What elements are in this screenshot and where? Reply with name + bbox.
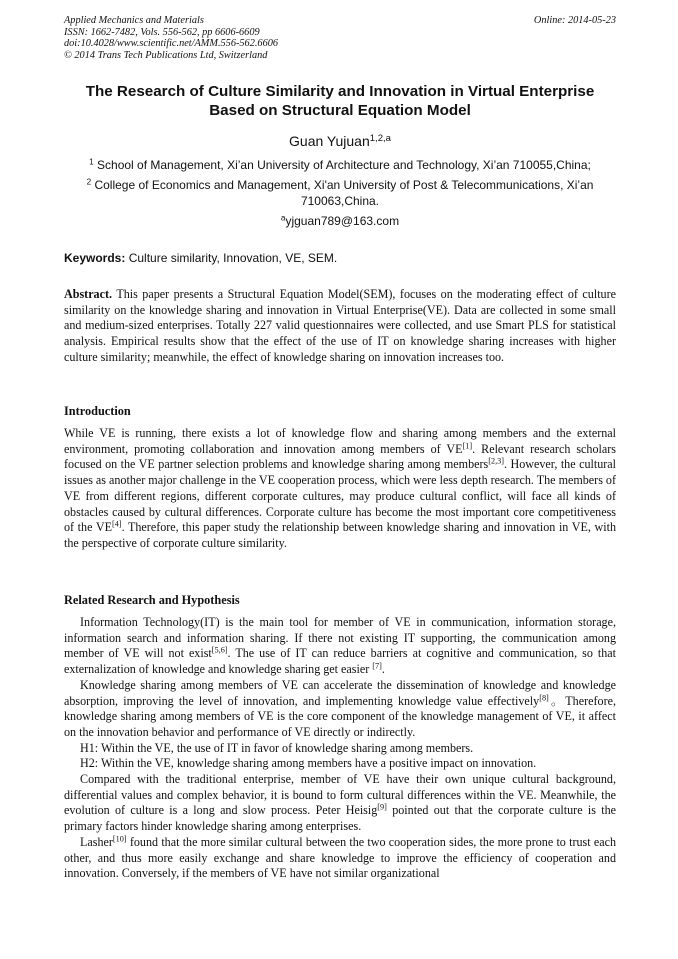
email-address: yjguan789@163.com xyxy=(285,214,400,228)
intro-text-1: While VE is running, there exists a lot of knowledge flow and sharing among members and the external environment, promoting collaboration and innovation among members of VE xyxy=(64,426,616,456)
keywords xyxy=(64,251,616,266)
section-heading-introduction: Introduction xyxy=(64,404,131,418)
affiliation-1-text: School of Management, Xi’an University of Architecture and Technology, Xi’an 710055,China; xyxy=(97,158,591,172)
citation: [5,6] xyxy=(211,645,228,655)
title-line-1: The Research of Culture Similarity and Innovation in Virtual Enterprise xyxy=(85,83,595,100)
paragraph-text: found that the more similar cultural between the two cooperation sides, the more prone to trust each other, and thus more easily exchange and share knowledge to improve the efficiency of cooperation and innovation. Conversely, if the members of VE have not similar organizational xyxy=(64,834,616,881)
paragraph-text: Lasher xyxy=(80,834,113,849)
abstract-label: Abstract. xyxy=(64,287,113,301)
intro-text-2: . Relevant research scholars focused on the VE partner selection problems and knowledge sharing among members xyxy=(64,441,616,472)
keywords-label: Keywords: xyxy=(64,251,126,265)
affiliation-2 xyxy=(70,178,610,209)
author-name: Guan Yujuan xyxy=(289,133,370,149)
related-paragraph-2 xyxy=(64,678,616,741)
hypothesis-h1: H1: Within the VE, the use of IT in favor of knowledge sharing among members. xyxy=(80,740,474,755)
doi-line: doi:10.4028/www.scientific.net/AMM.556-562.6606 xyxy=(64,38,279,50)
related-paragraph-3 xyxy=(64,772,616,835)
author-email xyxy=(70,214,610,230)
related-paragraph-1 xyxy=(64,615,616,678)
paragraph-text: Knowledge sharing among members of VE can accelerate the dissemination of knowledge and knowledge absorption, improving the level of innovation, and implementing knowledge value effectively xyxy=(64,677,616,708)
affiliation-1-number: 1 xyxy=(89,157,94,167)
intro-text-4: . Therefore, this paper study the relationship between knowledge sharing and innovation in VE, with the perspective of corporate culture similarity. xyxy=(64,520,616,550)
citation: [1] xyxy=(462,441,473,451)
paragraph-text: pointed out that the corporate culture is the primary factors hinder knowledge sharing among enterprises. xyxy=(64,803,617,834)
citation: [10] xyxy=(112,834,127,844)
journal-name: Applied Mechanics and Materials xyxy=(64,15,204,26)
abstract xyxy=(64,287,616,366)
citation: [7] xyxy=(372,661,382,671)
paper-title xyxy=(64,82,616,120)
author-affiliation-marks: 1,2,a xyxy=(369,132,391,144)
title-line-2: Based on Structural Equation Model xyxy=(209,102,471,119)
paragraph-text: 。Therefore, knowledge sharing among members of VE is the core component of the knowledge management of VE, it affect on the innovation behavior and performance of VE directly or indirectly. xyxy=(64,693,616,739)
affiliation-2-number: 2 xyxy=(86,177,92,187)
paragraph-text: Information Technology(IT) is the main tool for member of VE in communication, information storage, information search and information sharing. If there not existing IT supporting, the communication among member of VE will not exist xyxy=(64,615,616,661)
paragraph-text: . xyxy=(381,662,385,677)
affiliation-1 xyxy=(70,158,610,174)
citation: [2,3] xyxy=(488,456,504,466)
paragraph-text: . The use of IT can reduce barriers at cognitive and communication, so that externalization of knowledge and knowledge sharing get easier xyxy=(64,646,617,677)
affiliation-2-text: College of Economics and Management, Xi'an University of Post & Telecommunications, Xi’an 710063,China. xyxy=(94,178,594,208)
issn-line: ISSN: 1662-7482, Vols. 556-562, pp 6606-6609 xyxy=(64,26,260,38)
author-line xyxy=(64,132,616,150)
citation: [8] xyxy=(539,693,549,702)
abstract-text: This paper presents a Structural Equation Model(SEM), focuses on the moderating effect of culture similarity on the knowledge sharing and innovation in Virtual Enterprise(VE). Data are collected in some small and medium-sized enterprises. Totally 227 valid questionnaires were collected, and use Smart PLS for statistical analysis. Empirical results show that the effect of the use of IT on knowledge sharing increases with higher culture similarity; meanwhile, the effect of knowledge sharing on innovation increases too. xyxy=(64,287,617,364)
related-research-section xyxy=(64,615,616,882)
keywords-text: Culture similarity, Innovation, VE, SEM. xyxy=(128,251,338,265)
related-paragraph-4 xyxy=(64,835,616,882)
copyright-line: © 2014 Trans Tech Publications Ltd, Switzerland xyxy=(64,49,268,61)
intro-text-3: . However, the cultural issues as another major challenge in the VE cooperation process, which were less depth research. The members of VE from different regions, different corporate cultures, may produce cultural conflict, will face all kinds of obstacles caused by cultural differences. Corporate culture has become the most important core competitiveness of the VE xyxy=(64,457,617,535)
email-mark: a xyxy=(280,213,286,223)
citation: [4] xyxy=(111,519,122,529)
citation: [9] xyxy=(377,802,387,812)
paragraph-text: Compared with the traditional enterprise, member of VE have their own unique cultural background, differential values and complex behavior, it is bound to form cultural differences within the VE. Meanwhile, the evolution of culture is a long and slow process. Peter Heisig xyxy=(64,772,616,818)
hypothesis-h2: H2: Within the VE, knowledge sharing among members have a positive impact on innovation. xyxy=(80,756,537,771)
journal-header xyxy=(64,15,616,61)
section-heading-related-research: Related Research and Hypothesis xyxy=(64,593,240,607)
online-date: Online: 2014-05-23 xyxy=(533,15,616,26)
introduction-paragraph xyxy=(64,426,616,552)
